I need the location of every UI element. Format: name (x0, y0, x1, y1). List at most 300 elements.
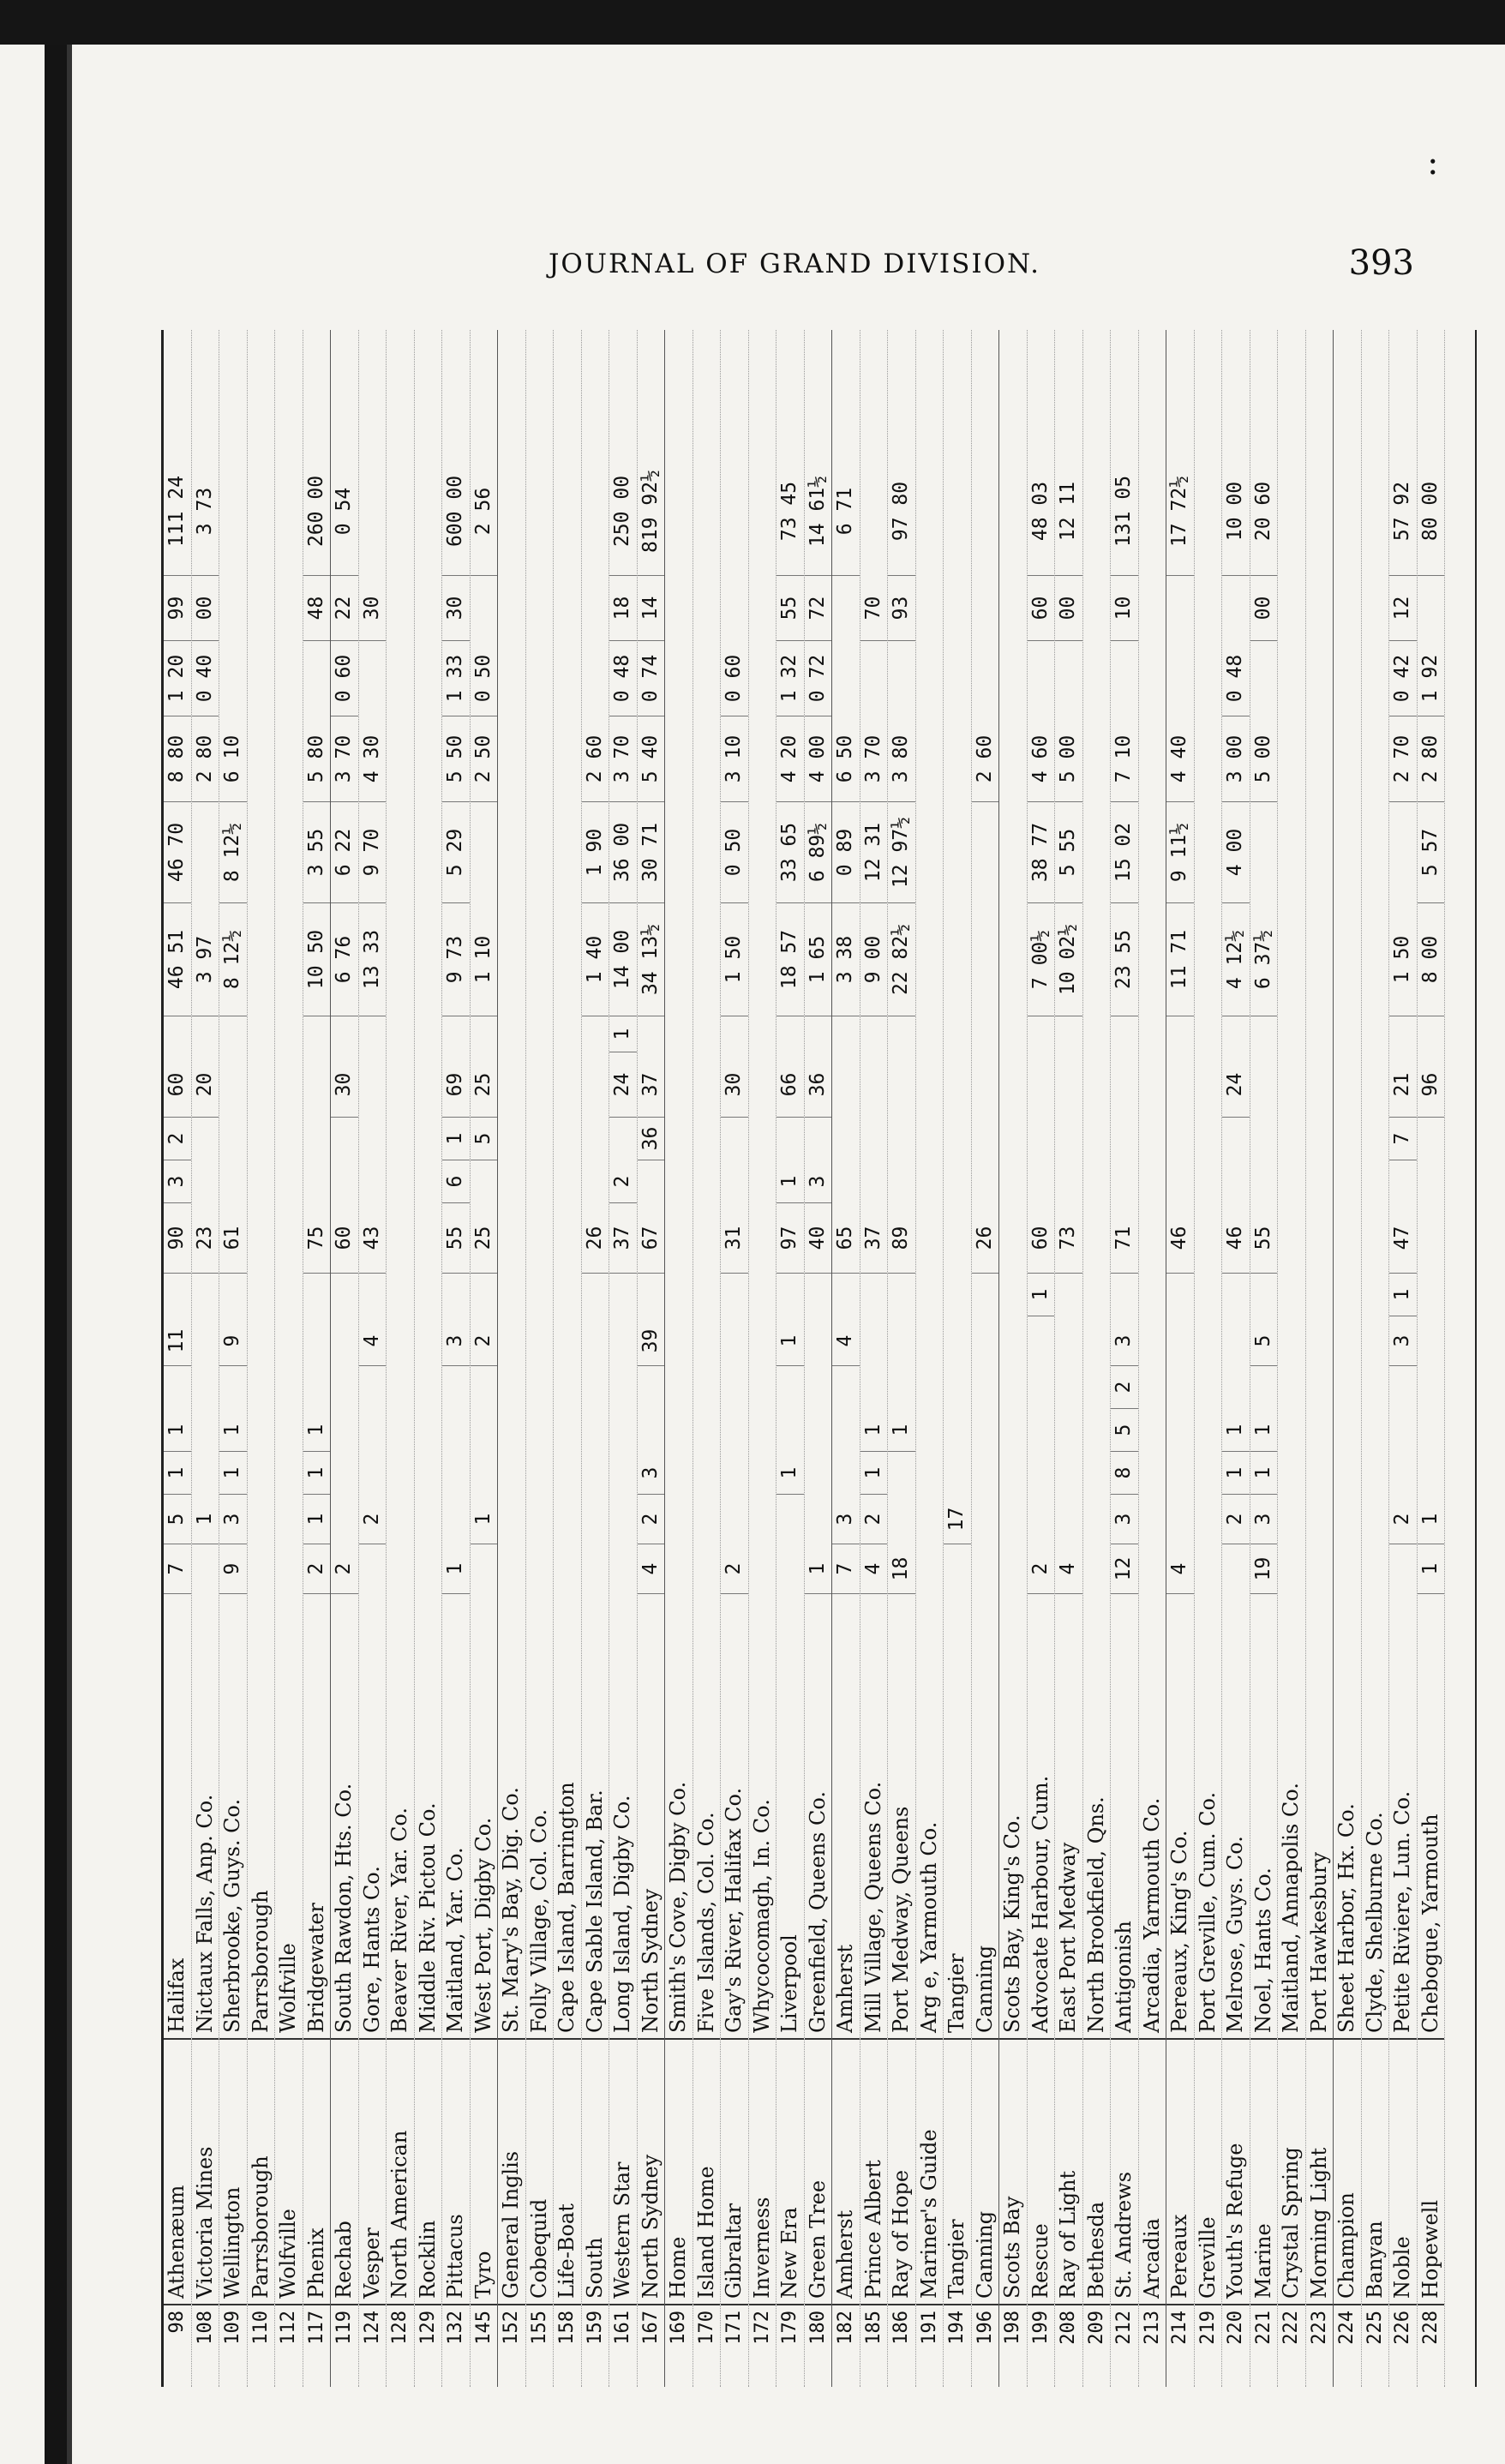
cell-c13: 9 73 (442, 903, 470, 1016)
cell-c10: 5 (471, 1118, 498, 1160)
table-row (303, 330, 332, 2387)
cell-place: Port Hawkesbury (1306, 1594, 1334, 2040)
cell-no: 159 (584, 2311, 606, 2345)
cell-c1: 2 (331, 1544, 358, 1594)
cell-no: 124 (361, 2311, 383, 2345)
table-row (415, 330, 443, 2387)
cell-no: 228 (1419, 2311, 1442, 2345)
cell-c11: 30 (331, 1052, 358, 1118)
cell-c17: 00 (192, 576, 219, 641)
table-row (721, 330, 749, 2387)
cell-c3: 1 (860, 1452, 888, 1495)
table-row (1111, 330, 1139, 2387)
cell-division: Amherst (832, 2040, 860, 2305)
cell-division: Morning Light (1306, 2040, 1334, 2305)
cell-no: 213 (1141, 2311, 1163, 2345)
cell-place: Beaver River, Yar. Co. (387, 1594, 414, 2040)
running-head: JOURNAL OF GRAND DIVISION. (549, 249, 1040, 279)
cell-c9: 1 (776, 1160, 804, 1203)
table-row (999, 330, 1028, 2387)
table-row (526, 330, 555, 2387)
cell-c1: 12 (1111, 1544, 1138, 1594)
cell-c8: 90 (164, 1203, 191, 1274)
cell-c15: 3 70 (609, 716, 637, 802)
cell-no: 182 (835, 2311, 856, 2345)
table-row (972, 330, 1000, 2387)
cell-c14: 38 77 (1028, 802, 1055, 903)
cell-division: New Era (776, 2040, 804, 2305)
cell-c17: 48 (303, 576, 331, 641)
cell-place: Cape Island, Barrington (554, 1594, 581, 2040)
cell-c15: 2 80 (1418, 716, 1445, 802)
cell-place: St. Mary's Bay, Dig. Co. (498, 1594, 525, 2040)
cell-c17: 30 (442, 576, 470, 641)
cell-c16: 0 48 (609, 641, 637, 716)
cell-place: Petite Riviere, Lun. Co. (1389, 1594, 1417, 2040)
cell-c8: 46 (1222, 1203, 1250, 1274)
cell-c17: 55 (776, 576, 804, 641)
cell-place: Melrose, Guys. Co. (1222, 1594, 1250, 2040)
cell-c6: 5 (1250, 1316, 1278, 1366)
cell-c15: 5 40 (638, 716, 665, 802)
cell-c4: 1 (1250, 1409, 1278, 1452)
cell-c18: 260 00 (303, 447, 331, 576)
cell-place: Bridgewater (303, 1594, 331, 2040)
cell-division: Crystal Spring (1278, 2040, 1305, 2305)
cell-division: Ray of Hope (888, 2040, 915, 2305)
cell-c17: 30 (359, 576, 387, 641)
cell-c18: 57 92 (1389, 447, 1417, 576)
table-row (582, 330, 610, 2387)
cell-c14: 5 57 (1418, 802, 1445, 903)
cell-c6: 4 (832, 1316, 860, 1366)
cell-c1: 2 (303, 1544, 331, 1594)
cell-c8: 23 (192, 1203, 219, 1274)
cell-c15: 6 50 (832, 716, 860, 802)
cell-c13: 9 00 (860, 903, 888, 1016)
cell-c8: 55 (1250, 1203, 1278, 1274)
cell-place: Canning (972, 1594, 999, 2040)
cell-place: Sherbrooke, Guys. Co. (219, 1594, 247, 2040)
cell-c1: 7 (164, 1544, 191, 1594)
cell-c6: 4 (359, 1316, 387, 1366)
cell-c15: 3 00 (1222, 716, 1250, 802)
cell-c18: 14 61½ (805, 447, 832, 576)
cell-c1: 2 (1028, 1544, 1055, 1594)
cell-c6: 3 (1389, 1316, 1417, 1366)
cell-division: North Sydney (638, 2040, 665, 2305)
cell-c18: 131 05 (1111, 447, 1138, 576)
cell-c6: 1 (776, 1316, 804, 1366)
cell-c15: 2 50 (471, 716, 498, 802)
rotated-table-body (164, 330, 1475, 2387)
page-header (549, 243, 1414, 295)
cell-c13: 10 02½ (1055, 903, 1082, 1016)
cell-c15: 4 20 (776, 716, 804, 802)
cell-c12: 1 (609, 1016, 637, 1052)
cell-c14: 46 70 (164, 802, 191, 903)
cell-c6: 11 (164, 1316, 191, 1366)
cell-division: North American (387, 2040, 414, 2305)
cell-c8: 71 (1111, 1203, 1138, 1274)
cell-no: 158 (556, 2311, 578, 2345)
cell-no: 214 (1169, 2311, 1190, 2345)
cell-c7: 1 (1028, 1274, 1055, 1316)
cell-place: North Sydney (638, 1594, 665, 2040)
cell-c15: 2 70 (1389, 716, 1417, 802)
cell-c10: 36 (638, 1118, 665, 1160)
cell-c1: 7 (832, 1544, 860, 1594)
cell-c9: 6 (442, 1160, 470, 1203)
cell-c4: 1 (860, 1409, 888, 1452)
cell-c18: 48 03 (1028, 447, 1055, 576)
cell-c1: 4 (860, 1544, 888, 1594)
cell-division: Island Home (693, 2040, 721, 2305)
cell-c14: 6 89½ (805, 802, 832, 903)
cell-no: 199 (1029, 2311, 1052, 2345)
cell-c15: 7 10 (1111, 716, 1138, 802)
cell-c15: 8 80 (164, 716, 191, 802)
table-row (1278, 330, 1306, 2387)
cell-place: Pereaux, King's Co. (1166, 1594, 1194, 2040)
cell-c13: 34 13½ (638, 903, 665, 1016)
cell-place: Clyde, Shelburne Co. (1362, 1594, 1389, 2040)
cell-c17: 00 (1250, 576, 1278, 641)
cell-no: 180 (806, 2311, 829, 2345)
cell-c2: 2 (359, 1495, 387, 1544)
cell-c17: 18 (609, 576, 637, 641)
cell-c14: 9 11½ (1166, 802, 1194, 903)
cell-c16: 0 72 (805, 641, 832, 716)
cell-c2: 2 (1222, 1495, 1250, 1544)
cell-division: Scots Bay (999, 2040, 1027, 2305)
cell-c13: 3 38 (832, 903, 860, 1016)
cell-division: Home (665, 2040, 693, 2305)
cell-no: 209 (1085, 2311, 1107, 2345)
cell-c11: 60 (164, 1052, 191, 1118)
cell-c18: 12 11 (1055, 447, 1082, 576)
cell-place: Scots Bay, King's Co. (999, 1594, 1027, 2040)
cell-c8: 25 (471, 1203, 498, 1274)
cell-c2: 2 (860, 1495, 888, 1544)
cell-c8: 43 (359, 1203, 387, 1274)
cell-c16: 1 92 (1418, 641, 1445, 716)
cell-c17: 99 (164, 576, 191, 641)
cell-no: 112 (278, 2311, 299, 2345)
cell-c14: 1 90 (582, 802, 609, 903)
cell-c10: 2 (164, 1118, 191, 1160)
cell-no: 167 (639, 2311, 662, 2345)
cell-c16: 0 60 (331, 641, 358, 716)
cell-c8: 97 (776, 1203, 804, 1274)
cell-c3: 1 (219, 1452, 247, 1495)
cell-no: 222 (1280, 2311, 1302, 2345)
cell-c14: 36 00 (609, 802, 637, 903)
cell-c3: 1 (164, 1452, 191, 1495)
cell-c17: 12 (1389, 576, 1417, 641)
cell-c14: 8 12½ (219, 802, 247, 903)
table-row (275, 330, 303, 2387)
cell-c8: 47 (1389, 1203, 1417, 1274)
cell-place: Chebogue, Yarmouth (1418, 1594, 1445, 2040)
cell-c11: 20 (192, 1052, 219, 1118)
cell-c1: 18 (888, 1544, 915, 1594)
table-row (1195, 330, 1223, 2387)
table-row (471, 330, 499, 2387)
cell-no: 132 (445, 2311, 466, 2345)
cell-c14: 6 22 (331, 802, 358, 903)
cell-place: Mill Village, Queens Co. (860, 1594, 888, 2040)
cell-c16: 0 40 (192, 641, 219, 716)
cell-c8: 75 (303, 1203, 331, 1274)
cell-c17: 72 (805, 576, 832, 641)
cell-c15: 2 60 (582, 716, 609, 802)
returns-table (161, 330, 1477, 2387)
table-row (248, 330, 276, 2387)
table-row (1222, 330, 1250, 2387)
table-row (1306, 330, 1334, 2387)
cell-c16: 0 74 (638, 641, 665, 716)
table-row (832, 330, 860, 2387)
cell-c2: 3 (1250, 1495, 1278, 1544)
cell-c2: 1 (192, 1495, 219, 1544)
table-row (554, 330, 582, 2387)
cell-c13: 11 71 (1166, 903, 1194, 1016)
cell-c6: 3 (442, 1316, 470, 1366)
cell-c11: 36 (805, 1052, 832, 1118)
cell-c11: 37 (638, 1052, 665, 1118)
cell-c13: 7 00½ (1028, 903, 1055, 1016)
cell-c8: 60 (331, 1203, 358, 1274)
cell-c4: 1 (164, 1409, 191, 1452)
cell-no: 145 (472, 2311, 495, 2345)
cell-c10: 7 (1389, 1118, 1417, 1160)
cell-no: 185 (862, 2311, 884, 2345)
cell-c18: 80 00 (1418, 447, 1445, 576)
cell-c11: 66 (776, 1052, 804, 1118)
cell-place: Sheet Harbor, Hx. Co. (1334, 1594, 1361, 2040)
cell-no: 129 (417, 2311, 439, 2345)
cell-division: Vesper (359, 2040, 387, 2305)
cell-place: Nictaux Falls, Anp. Co. (192, 1594, 219, 2040)
table-row (1334, 330, 1362, 2387)
cell-division: Victoria Mines (192, 2040, 219, 2305)
table-row (1418, 330, 1446, 2387)
cell-c18: 250 00 (609, 447, 637, 576)
cell-c15: 4 30 (359, 716, 387, 802)
cell-c8: 55 (442, 1203, 470, 1274)
cell-c11: 30 (721, 1052, 748, 1118)
cell-no: 179 (779, 2311, 800, 2345)
cell-division: Cobequid (526, 2040, 554, 2305)
cell-c11: 25 (471, 1052, 498, 1118)
cell-division: Life-Boat (554, 2040, 581, 2305)
cell-c1: 1 (442, 1544, 470, 1594)
cell-c2: 3 (219, 1495, 247, 1544)
cell-place: Arcadia, Yarmouth Co. (1139, 1594, 1166, 2040)
cell-c15: 4 60 (1028, 716, 1055, 802)
cell-c13: 4 12½ (1222, 903, 1250, 1016)
cell-division: Rocklin (415, 2040, 442, 2305)
table-row (1083, 330, 1112, 2387)
cell-place: South Rawdon, Hts. Co. (331, 1594, 358, 2040)
cell-no: 128 (389, 2311, 411, 2345)
cell-no: 155 (528, 2311, 550, 2345)
cell-c14: 0 89 (832, 802, 860, 903)
cell-c16: 1 32 (776, 641, 804, 716)
cell-c14: 9 70 (359, 802, 387, 903)
cell-division: Phenix (303, 2040, 331, 2305)
page-number: 393 (1348, 243, 1414, 283)
cell-c11: 24 (1222, 1052, 1250, 1118)
table-row (498, 330, 526, 2387)
scan-binding-edge (45, 45, 67, 2464)
stray-mark: : (1427, 143, 1439, 183)
cell-c15: 2 60 (972, 716, 999, 802)
table-row (665, 330, 693, 2387)
cell-c13: 1 65 (805, 903, 832, 1016)
cell-no: 171 (723, 2311, 745, 2345)
cell-division: Arcadia (1139, 2040, 1166, 2305)
table-row (1250, 330, 1279, 2387)
cell-division: South (582, 2040, 609, 2305)
cell-place: Whycocomagh, In. Co. (749, 1594, 776, 2040)
cell-no: 110 (249, 2311, 272, 2345)
table-row (944, 330, 972, 2387)
cell-c18: 6 71 (832, 447, 860, 576)
cell-c8: 37 (860, 1203, 888, 1274)
cell-c15: 3 80 (888, 716, 915, 802)
cell-c5: 2 (1111, 1366, 1138, 1409)
cell-c15: 3 10 (721, 716, 748, 802)
cell-place: Maitland, Annapolis Co. (1278, 1594, 1305, 2040)
cell-division: General Inglis (498, 2040, 525, 2305)
table-row (387, 330, 415, 2387)
table-row (1028, 330, 1056, 2387)
cell-c2: 1 (471, 1495, 498, 1544)
cell-c2: 5 (164, 1495, 191, 1544)
cell-c13: 18 57 (776, 903, 804, 1016)
cell-c8: 26 (582, 1203, 609, 1274)
cell-c2: 1 (303, 1495, 331, 1544)
cell-no: 196 (974, 2311, 996, 2345)
cell-c14: 0 50 (721, 802, 748, 903)
cell-no: 226 (1392, 2311, 1413, 2345)
cell-c3: 1 (1250, 1452, 1278, 1495)
cell-c8: 60 (1028, 1203, 1055, 1274)
cell-c13: 1 50 (1389, 903, 1417, 1016)
cell-no: 186 (890, 2311, 912, 2345)
cell-c9: 3 (164, 1160, 191, 1203)
cell-c9: 3 (805, 1160, 832, 1203)
table-row (442, 330, 471, 2387)
cell-place: Five Islands, Col. Co. (693, 1594, 721, 2040)
cell-no: 223 (1308, 2311, 1330, 2345)
cell-place: Advocate Harbour, Cum. (1028, 1594, 1055, 2040)
cell-place: Middle Riv. Pictou Co. (415, 1594, 442, 2040)
cell-c3: 1 (303, 1452, 331, 1495)
cell-c15: 5 50 (442, 716, 470, 802)
cell-division: Pereaux (1166, 2040, 1194, 2305)
cell-division: Inverness (749, 2040, 776, 2305)
cell-c13: 1 10 (471, 903, 498, 1016)
cell-no: 109 (222, 2311, 243, 2345)
cell-place: Cape Sable Island, Bar. (582, 1594, 609, 2040)
cell-place: Halifax (164, 1594, 191, 2040)
cell-no: 98 (166, 2311, 188, 2334)
table-row (219, 330, 248, 2387)
cell-c13: 8 00 (1418, 903, 1445, 1016)
cell-place: Tangier (944, 1594, 971, 2040)
cell-c13: 6 76 (331, 903, 358, 1016)
cell-c1: 4 (638, 1544, 665, 1594)
cell-c2: 1 (1418, 1495, 1445, 1544)
cell-c6: 9 (219, 1316, 247, 1366)
cell-place: Long Island, Digby Co. (609, 1594, 637, 2040)
cell-c3: 8 (1111, 1452, 1138, 1495)
cell-c1: 4 (1055, 1544, 1082, 1594)
cell-c6: 3 (1111, 1316, 1138, 1366)
cell-c8: 61 (219, 1203, 247, 1274)
cell-c10: 1 (442, 1118, 470, 1160)
cell-c18: 819 92½ (638, 447, 665, 576)
cell-c4: 1 (1222, 1409, 1250, 1452)
cell-c8: 89 (888, 1203, 915, 1274)
cell-place: Noel, Hants Co. (1250, 1594, 1278, 2040)
table-row (916, 330, 944, 2387)
cell-c8: 26 (972, 1203, 999, 1274)
cell-c18: 0 54 (331, 447, 358, 576)
cell-c16: 1 20 (164, 641, 191, 716)
cell-c6: 39 (638, 1316, 665, 1366)
cell-c8: 31 (721, 1203, 748, 1274)
cell-c17: 10 (1111, 576, 1138, 641)
cell-c3: 1 (1222, 1452, 1250, 1495)
cell-place: Parrsborough (248, 1594, 275, 2040)
cell-c14: 12 31 (860, 802, 888, 903)
cell-c2: 17 (944, 1495, 971, 1544)
cell-division: Greville (1195, 2040, 1222, 2305)
cell-no: 208 (1058, 2311, 1079, 2345)
table-row (1055, 330, 1083, 2387)
cell-c15: 2 80 (192, 716, 219, 802)
table-row (359, 330, 387, 2387)
cell-c16: 0 42 (1389, 641, 1417, 716)
cell-no: 170 (695, 2311, 717, 2345)
table-row (1362, 330, 1390, 2387)
cell-c16: 0 50 (471, 641, 498, 716)
cell-c1: 2 (721, 1544, 748, 1594)
cell-division: Youth's Refuge (1222, 2040, 1250, 2305)
cell-division: Green Tree (805, 2040, 832, 2305)
cell-c11: 24 (609, 1052, 637, 1118)
cell-place: Antigonish (1111, 1594, 1138, 2040)
cell-no: 212 (1113, 2311, 1135, 2345)
cell-c18: 17 72½ (1166, 447, 1194, 576)
cell-no: 161 (612, 2311, 633, 2345)
cell-c15: 4 40 (1166, 716, 1194, 802)
cell-division: Rechab (331, 2040, 358, 2305)
cell-c15: 6 10 (219, 716, 247, 802)
cell-c8: 67 (638, 1203, 665, 1274)
cell-c16: 1 33 (442, 641, 470, 716)
cell-division: St. Andrews (1111, 2040, 1138, 2305)
table-row (192, 330, 220, 2387)
cell-c8: 65 (832, 1203, 860, 1274)
cell-c2: 2 (638, 1495, 665, 1544)
cell-c13: 6 37½ (1250, 903, 1278, 1016)
cell-c15: 5 00 (1250, 716, 1278, 802)
